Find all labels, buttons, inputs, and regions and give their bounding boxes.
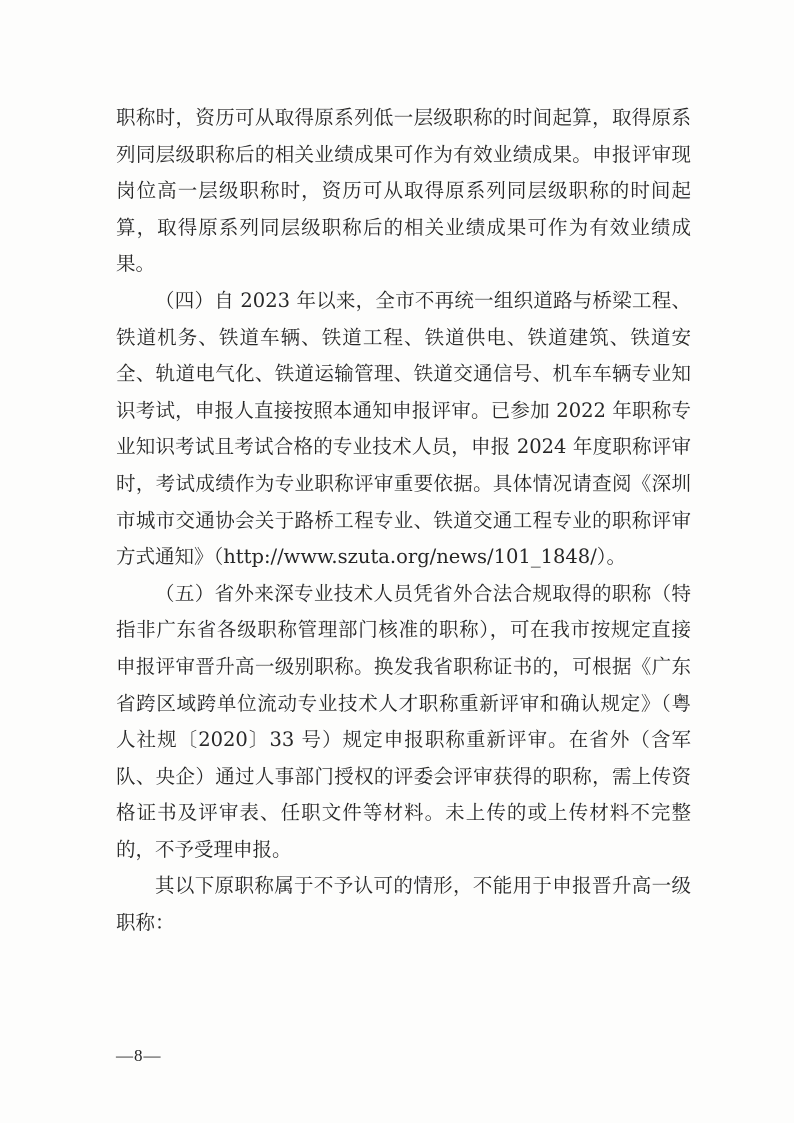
paragraph-item-four: （四）自 2023 年以来，全市不再统一组织道路与桥梁工程、铁道机务、铁道车辆、铁道工程、铁道供电、铁道建筑、铁道安全、轨道电气化、铁道运输管理、铁道交通信号、机车车辆专业知识考试，申报人直接按照本通知申报评审。已参加 2022 年职称专业知识考试且考试合格的专业技术人员，申报 2024 年度职称评审时，考试成绩作为专业职称评审重要依据。具体情况请查阅《深圳市城市交通协会关于路桥工程专业、铁道交通工程专业的职称评审方式通知》（http://www.szuta.org/news/101_1848/）。	[116, 288, 691, 569]
paragraph-item-five: （五）省外来深专业技术人员凭省外合法合规取得的职称（特指非广东省各级职称管理部门核准的职称），可在我市按规定直接申报评审晋升高一级别职称。换发我省职称证书的，可根据《广东省跨区域跨单位流动专业技术人才职称重新评审和确认规定》（粤人社规〔2020〕33 号）规定申报职称重新评审。在省外（含军队、央企）通过人事部门授权的评委会评审获得的职称，需上传资格证书及评审表、任职文件等材料。未上传的或上传材料不完整的，不予受理申报。	[116, 581, 691, 861]
page-number: —8—	[116, 1046, 162, 1065]
paragraph-exclusions-intro: 其以下原职称属于不予认可的情形，不能用于申报晋升高一级职称：	[116, 874, 691, 935]
paragraph-continuation: 职称时，资历可从取得原系列低一层级职称的时间起算，取得原系列同层级职称后的相关业绩成果可作为有效业绩成果。申报评审现岗位高一层级职称时，资历可从取得原系列同层级职称的时间起算，取得原系列同层级职称后的相关业绩成果可作为有效业绩成果。	[116, 106, 691, 276]
body-text	[116, 100, 691, 942]
